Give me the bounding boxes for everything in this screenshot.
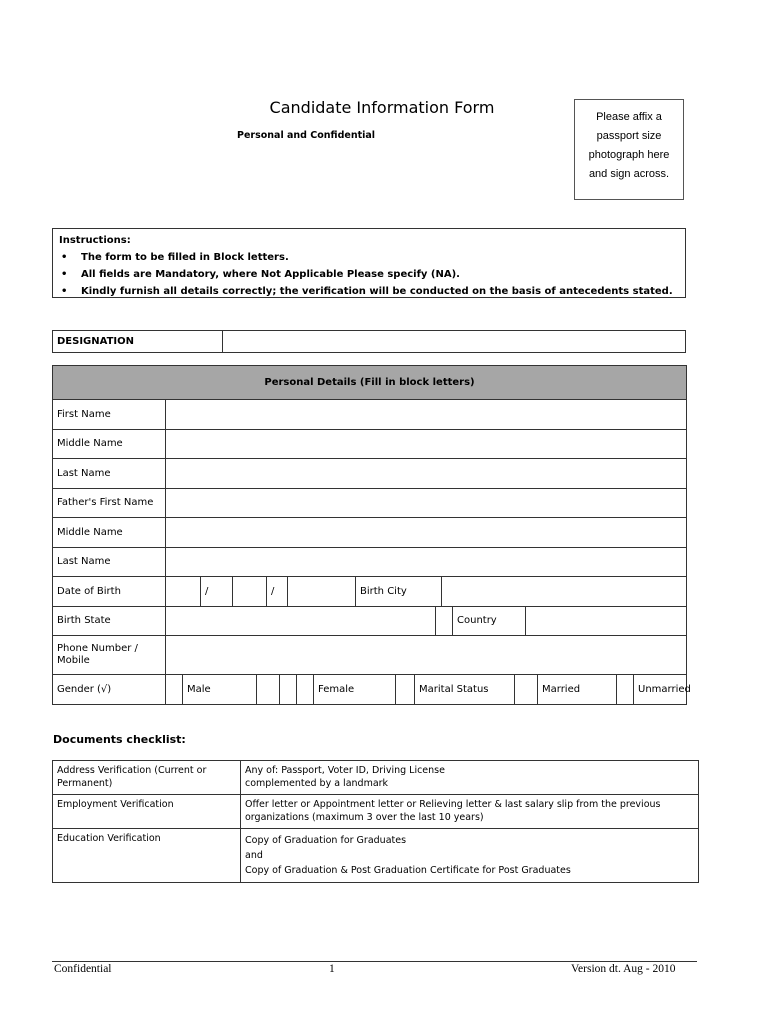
marital-status-label: Marital Status: [415, 675, 515, 704]
doc-type: Education Verification: [53, 829, 241, 883]
doc-type: Employment Verification: [53, 795, 241, 829]
documents-checklist-table: [52, 760, 699, 883]
personal-details-header: Personal Details (Fill in block letters): [53, 366, 687, 400]
unmarried-checkbox[interactable]: [617, 675, 634, 704]
instruction-item: • The form to be filled in Block letters.: [59, 249, 679, 266]
dob-month-field[interactable]: [233, 577, 267, 606]
married-label: Married: [538, 675, 617, 704]
doc-requirement: Offer letter or Appointment letter or Relieving letter & last salary slip from the previous organizations (maximum 3 over the last 10 years): [241, 795, 699, 829]
designation-table: [52, 330, 686, 353]
doc-requirement: Copy of Graduation & Post Graduation Certificate for Post Graduates: [245, 865, 571, 876]
form-subtitle: Personal and Confidential: [237, 130, 376, 141]
designation-field[interactable]: [223, 331, 686, 353]
photo-box: [574, 99, 684, 200]
footer-divider: [52, 961, 697, 962]
dob-year-field[interactable]: [288, 577, 356, 606]
instruction-item: • Kindly furnish all details correctly; the verification will be conducted on the basis of antecedents stated.: [59, 283, 679, 300]
footer-page-number: 1: [329, 963, 335, 975]
phone-field[interactable]: [166, 636, 687, 675]
first-name-field[interactable]: [166, 400, 687, 430]
birth-city-field[interactable]: [442, 577, 687, 606]
date-separator: /: [267, 577, 288, 606]
father-middle-name-field[interactable]: [166, 518, 687, 548]
middle-name-label: Middle Name: [53, 429, 166, 459]
dob-row: [166, 577, 686, 606]
unmarried-label: Unmarried: [634, 675, 687, 704]
instructions-list: [59, 249, 679, 300]
footer-left: Confidential: [54, 963, 112, 975]
doc-requirement: and: [245, 850, 263, 861]
photo-box-line: Please affix a: [596, 111, 662, 123]
doc-requirement: complemented by a landmark: [245, 777, 389, 789]
father-first-name-label: Father's First Name: [53, 488, 166, 518]
birth-state-field[interactable]: [166, 607, 436, 636]
birth-state-row: [166, 607, 686, 636]
birth-state-label: Birth State: [53, 606, 166, 636]
gender-label: Gender (√): [53, 675, 166, 705]
gender-row: [166, 675, 691, 704]
instruction-item: • All fields are Mandatory, where Not Applicable Please specify (NA).: [59, 266, 679, 283]
female-checkbox[interactable]: [297, 675, 314, 704]
doc-requirement: Any of: Passport, Voter ID, Driving License: [245, 765, 445, 776]
footer-version: Version dt. Aug - 2010: [571, 963, 676, 975]
country-label: Country: [453, 607, 526, 636]
first-name-label: First Name: [53, 400, 166, 430]
date-separator: /: [201, 577, 233, 606]
last-name-field[interactable]: [166, 459, 687, 489]
last-name-label: Last Name: [53, 459, 166, 489]
father-last-name-label: Last Name: [53, 547, 166, 577]
male-label: Male: [183, 675, 257, 704]
country-field[interactable]: [526, 607, 687, 636]
spacer-cell: [396, 675, 415, 704]
instructions-heading: Instructions:: [59, 235, 131, 246]
married-checkbox[interactable]: [515, 675, 538, 704]
phone-label: Phone Number / Mobile: [53, 636, 166, 675]
spacer-cell: [436, 607, 453, 636]
spacer-cell: [280, 675, 297, 704]
father-first-name-field[interactable]: [166, 488, 687, 518]
photo-box-line: photograph here: [588, 149, 670, 161]
designation-label: DESIGNATION: [53, 331, 223, 353]
middle-name-field[interactable]: [166, 429, 687, 459]
photo-box-line: passport size: [596, 130, 662, 142]
doc-type: Address Verification (Current or Permanent): [53, 761, 241, 795]
documents-checklist-title: Documents checklist:: [53, 733, 186, 746]
birth-city-label: Birth City: [356, 577, 442, 606]
form-title-text: Candidate Information Form: [269, 98, 495, 117]
father-last-name-field[interactable]: [166, 547, 687, 577]
photo-box-line: and sign across.: [588, 168, 670, 180]
female-label: Female: [314, 675, 396, 704]
dob-label: Date of Birth: [53, 577, 166, 607]
male-checkbox[interactable]: [166, 675, 183, 704]
dob-day-field[interactable]: [166, 577, 201, 606]
instructions-box: [52, 228, 686, 298]
father-middle-name-label: Middle Name: [53, 518, 166, 548]
doc-requirement: Copy of Graduation for Graduates: [245, 835, 407, 846]
spacer-cell: [257, 675, 280, 704]
personal-details-table: [52, 365, 691, 705]
